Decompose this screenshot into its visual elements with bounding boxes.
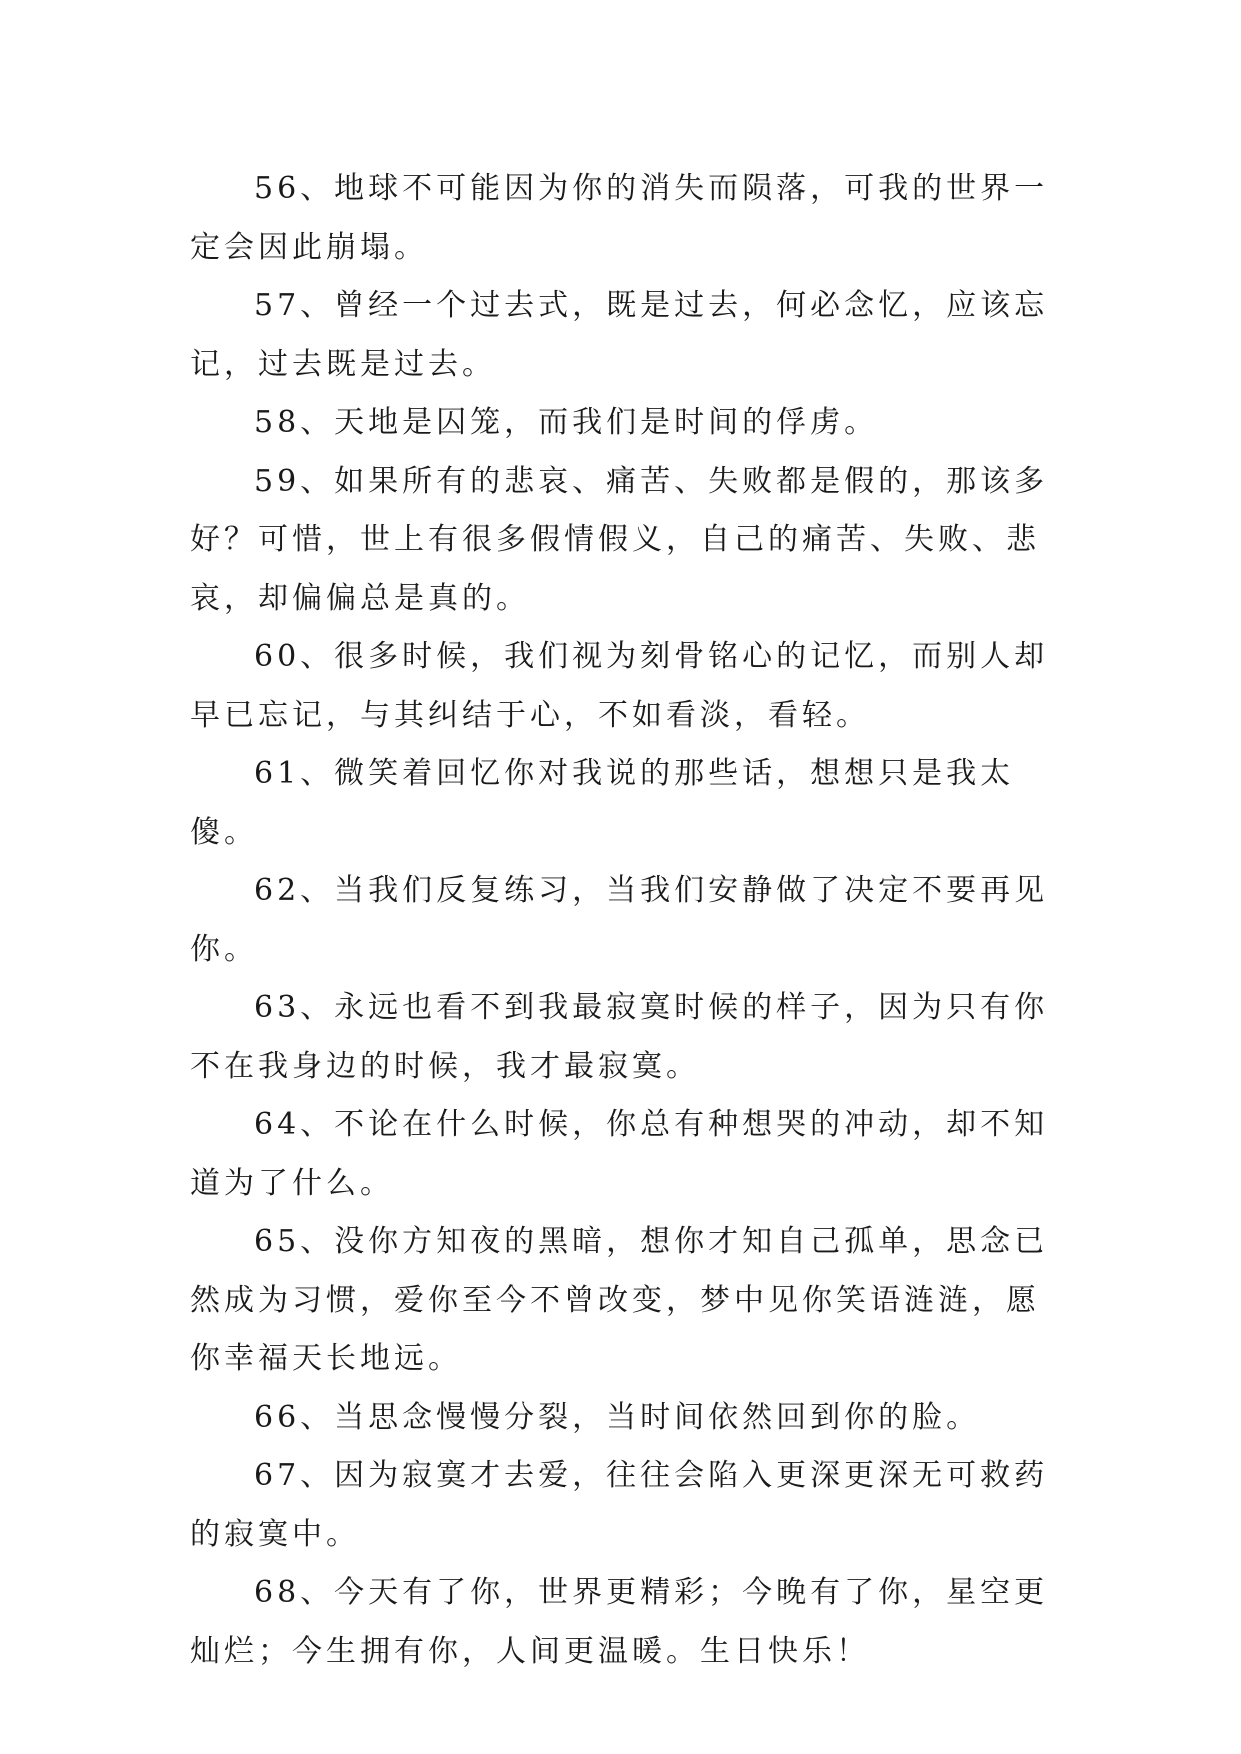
- paragraph-59: 59、如果所有的悲哀、痛苦、失败都是假的，那该多好？可惜，世上有很多假情假义，自己的痛苦、失败、悲哀，却偏偏总是真的。: [190, 463, 1049, 616]
- paragraph-64: 64、不论在什么时候，你总有种想哭的冲动，却不知道为了什么。: [190, 1107, 1049, 1201]
- paragraph-62: 62、当我们反复练习，当我们安静做了决定不要再见你。: [190, 873, 1049, 967]
- paragraph-61: 61、微笑着回忆你对我说的那些话，想想只是我太傻。: [190, 756, 1015, 850]
- paragraph-57: 57、曾经一个过去式，既是过去，何必念忆，应该忘记，过去既是过去。: [190, 288, 1049, 382]
- paragraph-65: 65、没你方知夜的黑暗，想你才知自己孤单，思念已然成为习惯，爱你至今不曾改变，梦中见你笑语涟涟，愿你幸福天长地远。: [190, 1224, 1049, 1376]
- paragraph-68: 68、今天有了你，世界更精彩；今晚有了你，星空更灿烂；今生拥有你，人间更温暖。生日快乐！: [190, 1575, 1049, 1669]
- document-body: [190, 160, 1060, 1681]
- paragraph-67: 67、因为寂寞才去爱，往往会陷入更深更深无可救药的寂寞中。: [190, 1458, 1049, 1552]
- paragraph-58: 58、天地是囚笼，而我们是时间的俘虏。: [254, 405, 879, 440]
- paragraph-56: 56、地球不可能因为你的消失而陨落，可我的世界一定会因此崩塌。: [190, 171, 1049, 265]
- paragraph-63: 63、永远也看不到我最寂寞时候的样子，因为只有你不在我身边的时候，我才最寂寞。: [190, 990, 1049, 1084]
- paragraph-66: 66、当思念慢慢分裂，当时间依然回到你的脸。: [254, 1399, 981, 1435]
- paragraph-60: 60、很多时候，我们视为刻骨铭心的记忆，而别人却早已忘记，与其纠结于心，不如看淡，看轻。: [190, 639, 1049, 733]
